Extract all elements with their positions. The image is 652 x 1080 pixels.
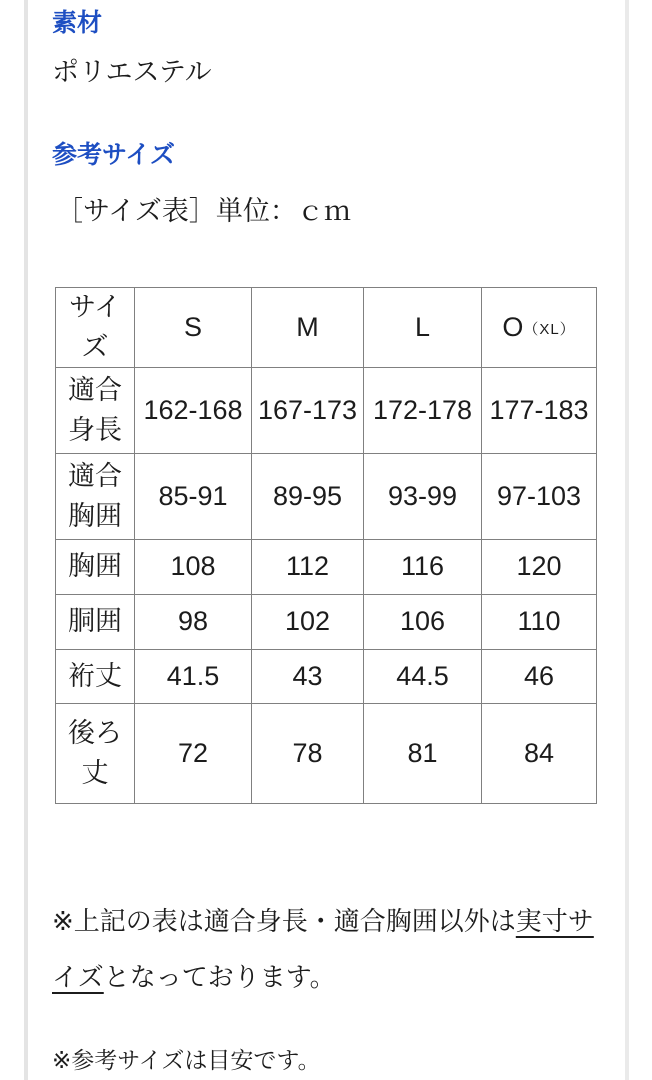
- column-header-l: L: [364, 288, 482, 368]
- row-header-waist: 胴囲: [56, 595, 135, 650]
- table-cell: 81: [364, 704, 482, 804]
- table-row: [56, 454, 597, 540]
- size-table-caption: ［サイズ表］単位：ｃｍ: [56, 196, 351, 226]
- note-reference-size: ※参考サイズは目安です。: [52, 1047, 321, 1073]
- table-cell: 108: [135, 540, 252, 595]
- table-cell: 112: [252, 540, 364, 595]
- table-cell: 106: [364, 595, 482, 650]
- column-header-o-xl: [482, 288, 597, 368]
- row-header-fit-chest: 適合胸囲: [56, 454, 135, 540]
- table-row: [56, 368, 597, 454]
- table-header-row: [56, 288, 597, 368]
- row-header-sleeve-length: 裄丈: [56, 650, 135, 704]
- table-cell: 85-91: [135, 454, 252, 540]
- table-cell: 98: [135, 595, 252, 650]
- table-cell: 167-173: [252, 368, 364, 454]
- material-section-heading: 素材: [52, 9, 103, 37]
- table-cell: 102: [252, 595, 364, 650]
- table-row: [56, 595, 597, 650]
- table-cell: 93-99: [364, 454, 482, 540]
- table-cell: 78: [252, 704, 364, 804]
- page-edge-right: [625, 0, 629, 1080]
- table-cell: 72: [135, 704, 252, 804]
- table-cell: 110: [482, 595, 597, 650]
- column-header-o-label: O: [502, 311, 524, 342]
- table-cell: 97-103: [482, 454, 597, 540]
- note-actual-size-underlined: 実寸サイズ: [52, 906, 594, 992]
- table-cell: 116: [364, 540, 482, 595]
- size-table: [55, 287, 597, 804]
- column-header-s: S: [135, 288, 252, 368]
- table-corner-cell: サイズ: [56, 288, 135, 368]
- table-row: [56, 704, 597, 804]
- size-table-container: [55, 287, 597, 804]
- table-cell: 177-183: [482, 368, 597, 454]
- table-cell: 120: [482, 540, 597, 595]
- row-header-chest: 胸囲: [56, 540, 135, 595]
- table-cell: 89-95: [252, 454, 364, 540]
- table-cell: 43: [252, 650, 364, 704]
- note-actual-size-post: となっております。: [103, 962, 336, 992]
- note-actual-size-pre: ※上記の表は適合身長・適合胸囲以外は: [52, 906, 516, 936]
- table-cell: 162-168: [135, 368, 252, 454]
- table-cell: 46: [482, 650, 597, 704]
- material-value: ポリエステル: [52, 57, 212, 87]
- row-header-back-length: 後ろ丈: [56, 704, 135, 804]
- table-cell: 172-178: [364, 368, 482, 454]
- column-header-xl-note: （XL）: [523, 320, 576, 338]
- reference-size-section-heading: 参考サイズ: [52, 141, 176, 169]
- page-edge-left: [24, 0, 28, 1080]
- table-cell: 41.5: [135, 650, 252, 704]
- table-cell: 44.5: [364, 650, 482, 704]
- note-actual-size: [52, 893, 602, 1005]
- column-header-m: M: [252, 288, 364, 368]
- table-cell: 84: [482, 704, 597, 804]
- table-row: [56, 540, 597, 595]
- row-header-fit-height: 適合身長: [56, 368, 135, 454]
- table-row: [56, 650, 597, 704]
